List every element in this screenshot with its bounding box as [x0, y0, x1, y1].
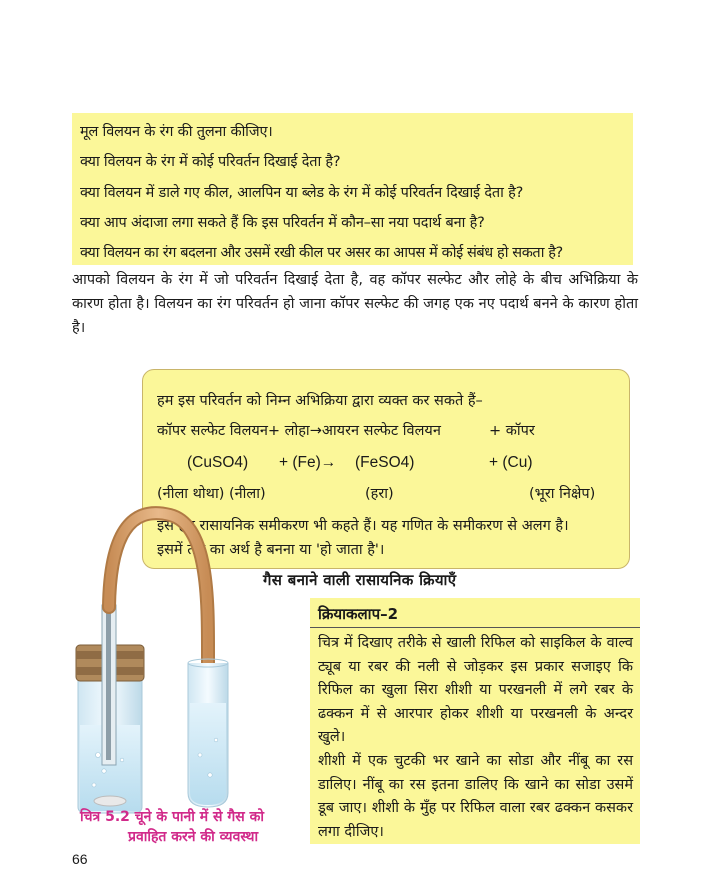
reaction-intro: हम इस परिवर्तन को निम्न अभिक्रिया द्वारा व्यक्त कर सकते हैं– [157, 393, 483, 409]
activity-box [310, 598, 640, 844]
color-label-green: (हरा) [365, 486, 394, 502]
formula-iron-sulphate: (FeSO4) [355, 454, 415, 471]
question-line-2: क्या विलयन के रंग में कोई परिवर्तन दिखाई देता है? [80, 154, 341, 170]
equation-note-2: इसमें तीर का अर्थ है बनना या 'हो जाता है'। [157, 542, 385, 558]
question-line-1: मूल विलयन के रंग की तुलना कीजिए। [80, 124, 273, 140]
color-label-blue: (नीला थोथा) (नीला) [157, 486, 266, 502]
formula-copper-sulphate: (CuSO4) [187, 454, 249, 471]
activity-paragraph-1: चित्र में दिखाए तरीके से खाली रिफिल को साइकिल के वाल्व ट्यूब या रबर की नली से जोड़कर इस प्रकार सजाइए कि रिफिल का खुला सिरा शीशी या परखनली में लगे रबर के ढक्कन में से आरपार होकर शीशी या परखनली के अन्दर खुले। [318, 635, 633, 745]
word-equation-left: कॉपर सल्फेट विलयन+ लोहा→आयरन सल्फेट विलयन [157, 423, 441, 439]
equation-note-1: इसे हम रासायनिक समीकरण भी कहते हैं। यह गणित के समीकरण से अलग है। [157, 518, 569, 534]
activity-divider [310, 627, 640, 628]
formula-iron: + (Fe)→ [279, 454, 337, 471]
question-line-4: क्या आप अंदाजा लगा सकते हैं कि इस परिवर्तन में कौन–सा नया पदार्थ बना है? [80, 215, 485, 231]
figure-caption-line-2: प्रवाहित करने की व्यवस्था [128, 829, 259, 845]
explanation-paragraph: आपको विलयन के रंग में जो परिवर्तन दिखाई देता है, वह कॉपर सल्फेट और लोहे के बीच अभिक्रिया के कारण होता है। विलयन का रंग परिवर्तन हो जाना कॉपर सल्फेट की जगह एक नए पदार्थ बनने के कारण होता है। [72, 272, 638, 336]
gas-apparatus-illustration [60, 455, 310, 815]
figure-caption-line-1: चित्र 5.2 चूने के पानी में से गैस को [80, 809, 264, 825]
question-line-5: क्या विलयन का रंग बदलना और उसमें रखी कील पर असर का आपस में कोई संबंध हो सकता है? [80, 245, 563, 261]
question-line-3: क्या विलयन में डाले गए कील, आलपिन या ब्लेड के रंग में कोई परिवर्तन दिखाई देता है? [80, 185, 524, 201]
page-number: 66 [72, 851, 88, 867]
formula-copper: + (Cu) [489, 454, 533, 471]
word-equation-right: + कॉपर [489, 423, 535, 439]
activity-paragraph-2: शीशी में एक चुटकी भर खाने का सोडा और नींबू का रस डालिए। नींबू का रस इतना डालिए कि खाने का सोडा उसमें डूब जाए। शीशी के मुँह पर रिफिल वाला रबर ढक्कन कसकर लगा दीजिए। [318, 753, 633, 840]
color-label-brown: (भूरा निक्षेप) [529, 486, 596, 502]
figure-caption [80, 807, 325, 847]
question-box [72, 113, 633, 265]
activity-title: क्रियाकलाप–2 [318, 605, 399, 623]
section-title: गैस बनाने वाली रासायनिक क्रियाएँ [263, 571, 457, 589]
